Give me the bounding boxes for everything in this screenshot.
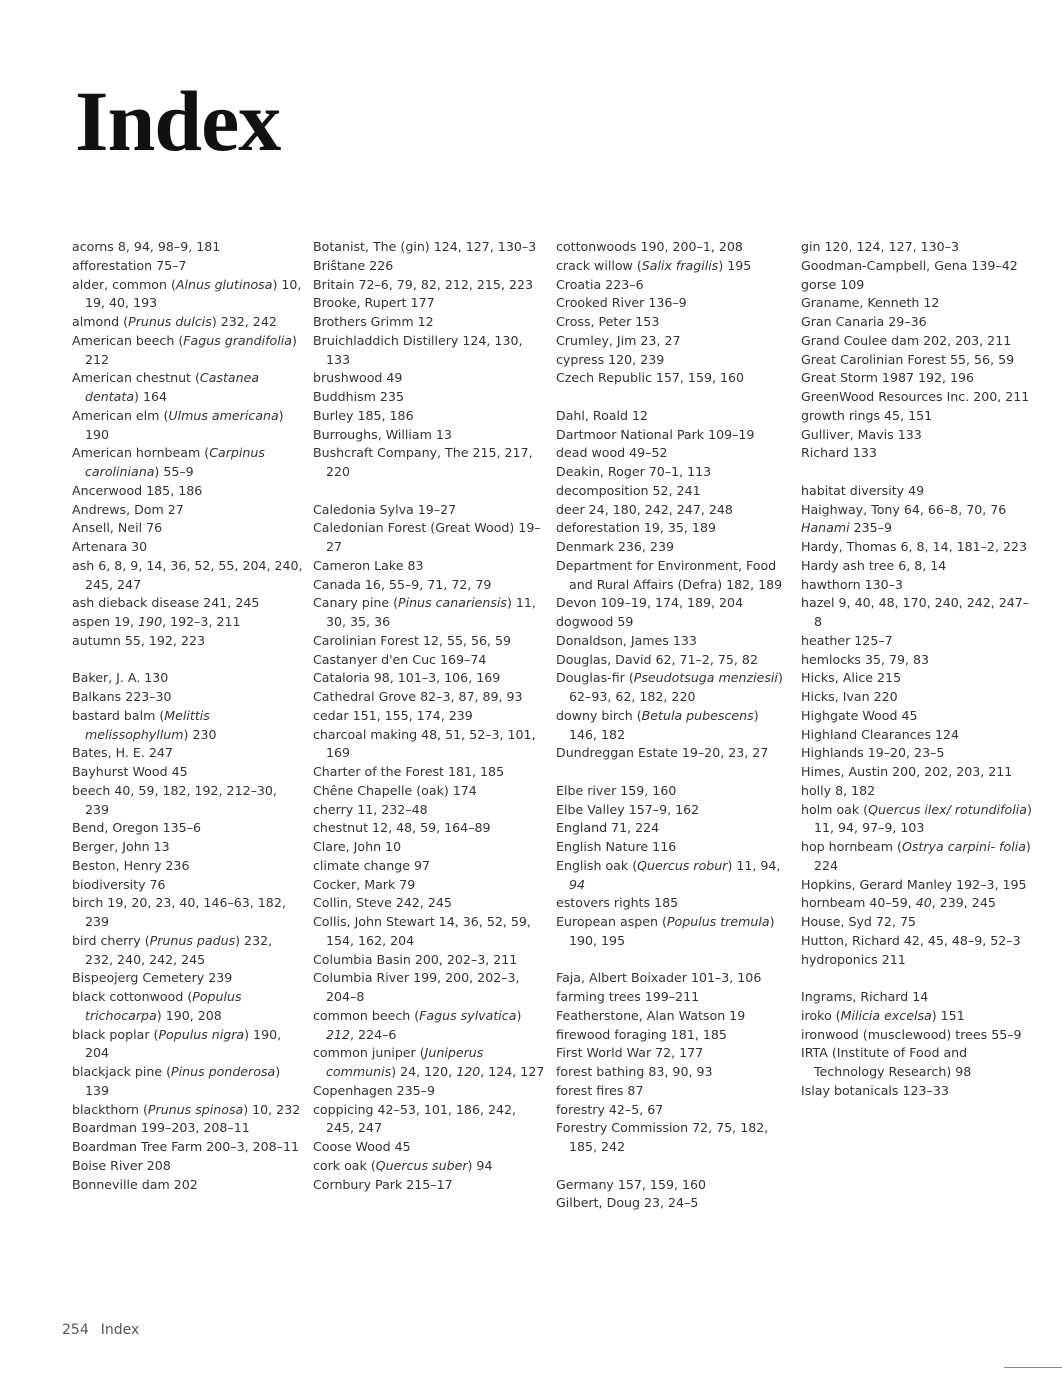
- index-entry: American elm (Ulmus americana) 190: [72, 407, 284, 442]
- index-entry: Devon 109–19, 174, 189, 204: [556, 595, 744, 611]
- index-entry: gorse 109: [801, 276, 865, 292]
- index-entry: Bruichladdich Distillery 124, 130, 133: [313, 332, 523, 367]
- index-entry: common juniper (Juniperus communis) 24, 120, 120, 124, 127: [313, 1045, 545, 1079]
- index-entry: Caledonia Sylva 19–27: [313, 501, 457, 517]
- index-entry: Graname, Kenneth 12: [801, 295, 940, 311]
- index-entry: Canary pine (Pinus canariensis) 11, 30, 35, 36: [313, 595, 536, 629]
- index-entry: Denmark 236, 239: [556, 539, 674, 554]
- index-entry: Islay botanicals 123–33: [801, 1082, 949, 1098]
- index-entry: farming trees 199–211: [556, 989, 700, 1004]
- index-entry: Bispeojerg Cemetery 239: [72, 970, 233, 986]
- index-letter-gap: [801, 463, 1033, 482]
- index-entry: Donaldson, James 133: [556, 632, 697, 648]
- index-entry: Clare, John 10: [313, 839, 402, 854]
- index-entry: aspen 19, 190, 192–3, 211: [72, 614, 241, 629]
- index-entry: cork oak (Quercus suber) 94: [313, 1157, 493, 1173]
- index-entry: Featherstone, Alan Watson 19: [556, 1007, 746, 1023]
- index-entry: almond (Prunus dulcis) 232, 242: [72, 314, 277, 329]
- index-column-4: [801, 238, 1033, 1101]
- index-entry: Gilbert, Doug 23, 24–5: [556, 1195, 699, 1211]
- index-entry: hemlocks 35, 79, 83: [801, 651, 930, 667]
- index-entry: English oak (Quercus robur) 11, 94, 94: [556, 857, 781, 892]
- index-entry: European aspen (Populus tremula) 190, 195: [556, 914, 775, 948]
- index-entry: dogwood 59: [556, 614, 634, 629]
- index-entry: Crooked River 136–9: [556, 295, 687, 311]
- index-letter-gap: [556, 951, 788, 970]
- index-entry: Columbia River 199, 200, 202–3, 204–8: [313, 970, 520, 1004]
- index-entry: Croatia 223–6: [556, 276, 644, 292]
- index-entry: Himes, Austin 200, 202, 203, 211: [801, 764, 1013, 779]
- index-entry: Faja, Albert Boixader 101–3, 106: [556, 970, 762, 986]
- index-entry: Artenara 30: [72, 539, 148, 554]
- index-entry: American chestnut (Castanea dentata) 164: [72, 370, 260, 404]
- index-entry: decomposition 52, 241: [556, 482, 701, 498]
- index-entry: blackthorn (Prunus spinosa) 10, 232: [72, 1101, 301, 1117]
- index-entry: American hornbeam (Carpinus caroliniana) 55–9: [72, 445, 265, 479]
- index-entry: Gran Canaria 29–36: [801, 314, 927, 329]
- index-entry: Burley 185, 186: [313, 407, 414, 423]
- index-entry: alder, common (Alnus glutinosa) 10, 19, 40, 193: [72, 276, 302, 311]
- index-entry: bird cherry (Prunus padus) 232, 232, 240, 242, 245: [72, 932, 273, 967]
- index-entry: common beech (Fagus sylvatica) 212, 224–6: [313, 1007, 522, 1042]
- index-entry: Castanyer d'en Cuc 169–74: [313, 651, 487, 667]
- index-entry: cherry 11, 232–48: [313, 801, 428, 817]
- index-entry: autumn 55, 192, 223: [72, 632, 205, 648]
- index-entry: Dahl, Roald 12: [556, 407, 649, 423]
- index-entry: House, Syd 72, 75: [801, 914, 916, 929]
- index-entry: Coose Wood 45: [313, 1139, 411, 1154]
- index-entry: forest bathing 83, 90, 93: [556, 1064, 713, 1079]
- index-entry: gin 120, 124, 127, 130–3: [801, 239, 959, 254]
- page-footer: [62, 1322, 139, 1338]
- index-entry: Balkans 223–30: [72, 689, 172, 704]
- index-entry: Great Carolinian Forest 55, 56, 59: [801, 351, 1015, 367]
- index-entry: Carolinian Forest 12, 55, 56, 59: [313, 632, 512, 648]
- index-entry: Britain 72–6, 79, 82, 212, 215, 223: [313, 276, 533, 292]
- index-entry: black poplar (Populus nigra) 190, 204: [72, 1026, 282, 1061]
- index-column-3: [556, 238, 788, 1213]
- index-entry: Hicks, Alice 215: [801, 670, 902, 686]
- index-entry: climate change 97: [313, 857, 430, 873]
- index-entry: England 71, 224: [556, 820, 660, 836]
- index-entry: acorns 8, 94, 98–9, 181: [72, 239, 221, 254]
- index-entry: Dartmoor National Park 109–19: [556, 426, 755, 442]
- index-entry: chestnut 12, 48, 59, 164–89: [313, 820, 491, 836]
- index-entry: iroko (Milicia excelsa) 151: [801, 1007, 965, 1023]
- index-entry: birch 19, 20, 23, 40, 146–63, 182, 239: [72, 895, 286, 929]
- index-entry: Andrews, Dom 27: [72, 501, 184, 517]
- index-entry: First World War 72, 177: [556, 1045, 704, 1061]
- index-letter-gap: [801, 969, 1033, 988]
- index-entry: Hanami 235–9: [801, 520, 893, 536]
- index-entry: Hopkins, Gerard Manley 192–3, 195: [801, 876, 1027, 892]
- index-entry: Brothers Grimm 12: [313, 314, 434, 329]
- index-entry: Canada 16, 55–9, 71, 72, 79: [313, 576, 492, 592]
- index-entry: Department for Environment, Food and Rural Affairs (Defra) 182, 189: [556, 557, 783, 592]
- index-entry: Haighway, Tony 64, 66–8, 70, 76: [801, 501, 1007, 517]
- index-entry: Collin, Steve 242, 245: [313, 895, 452, 911]
- index-entry: Columbia Basin 200, 202–3, 211: [313, 951, 518, 967]
- index-entry: Forestry Commission 72, 75, 182, 185, 242: [556, 1120, 769, 1154]
- index-entry: Hardy ash tree 6, 8, 14: [801, 557, 947, 573]
- index-entry: Bushcraft Company, The 215, 217, 220: [313, 445, 533, 479]
- index-entry: Chêne Chapelle (oak) 174: [313, 782, 477, 798]
- index-letter-gap: [72, 651, 304, 670]
- index-entry: Ingrams, Richard 14: [801, 989, 929, 1004]
- index-entry: Grand Coulee dam 202, 203, 211: [801, 332, 1012, 348]
- index-entry: Cameron Lake 83: [313, 557, 424, 573]
- index-entry: deforestation 19, 35, 189: [556, 520, 716, 536]
- index-entry: Great Storm 1987 192, 196: [801, 370, 975, 386]
- index-column-1: [72, 238, 304, 1194]
- index-entry: Bonneville dam 202: [72, 1176, 198, 1192]
- index-entry: Hutton, Richard 42, 45, 48–9, 52–3: [801, 932, 1021, 948]
- index-entry: Goodman-Campbell, Gena 139–42: [801, 257, 1018, 273]
- index-entry: heather 125–7: [801, 632, 893, 648]
- index-entry: dead wood 49–52: [556, 445, 668, 461]
- index-entry: ironwood (musclewood) trees 55–9: [801, 1026, 1022, 1042]
- index-entry: Cathedral Grove 82–3, 87, 89, 93: [313, 689, 523, 704]
- index-letter-gap: [313, 482, 545, 501]
- page-title: Index: [75, 73, 281, 169]
- index-entry: Czech Republic 157, 159, 160: [556, 370, 745, 386]
- index-entry: Baker, J. A. 130: [72, 670, 169, 686]
- index-entry: firewood foraging 181, 185: [556, 1026, 727, 1042]
- index-entry: Ancerwood 185, 186: [72, 482, 203, 498]
- index-entry: hornbeam 40–59, 40, 239, 245: [801, 895, 996, 911]
- index-entry: Douglas-fir (Pseudotsuga menziesii) 62–93, 62, 182, 220: [556, 670, 783, 704]
- index-entry: cottonwoods 190, 200–1, 208: [556, 239, 743, 254]
- index-entry: afforestation 75–7: [72, 257, 187, 273]
- index-entry: GreenWood Resources Inc. 200, 211: [801, 389, 1030, 404]
- running-footer-label: Index: [100, 1322, 140, 1338]
- index-entry: charcoal making 48, 51, 52–3, 101, 169: [313, 726, 536, 761]
- index-entry: Douglas, David 62, 71–2, 75, 82: [556, 651, 758, 667]
- index-entry: English Nature 116: [556, 839, 677, 854]
- index-entry: beech 40, 59, 182, 192, 212–30, 239: [72, 782, 277, 817]
- index-entry: deer 24, 180, 242, 247, 248: [556, 501, 733, 517]
- index-entry: Elbe river 159, 160: [556, 782, 677, 798]
- index-letter-gap: [556, 763, 788, 782]
- index-entry: Hicks, Ivan 220: [801, 689, 898, 704]
- index-entry: Elbe Valley 157–9, 162: [556, 801, 700, 817]
- index-entry: cedar 151, 155, 174, 239: [313, 707, 473, 723]
- index-letter-gap: [556, 1157, 788, 1176]
- index-entry: Brooke, Rupert 177: [313, 295, 435, 311]
- index-entry: habitat diversity 49: [801, 482, 925, 498]
- index-entry: Bates, H. E. 247: [72, 745, 173, 761]
- index-entry: coppicing 42–53, 101, 186, 242, 245, 247: [313, 1101, 517, 1136]
- index-entry: Cross, Peter 153: [556, 314, 660, 329]
- index-entry: brushwood 49: [313, 370, 403, 386]
- index-entry: Burroughs, William 13: [313, 426, 452, 442]
- index-entry: Charter of the Forest 181, 185: [313, 764, 505, 779]
- index-entry: growth rings 45, 151: [801, 407, 933, 423]
- index-entry: hawthorn 130–3: [801, 576, 903, 592]
- index-entry: holm oak (Quercus ilex/ rotundifolia) 11, 94, 97–9, 103: [801, 801, 1032, 836]
- index-entry: biodiversity 76: [72, 876, 166, 892]
- index-entry: blackjack pine (Pinus ponderosa) 139: [72, 1064, 281, 1098]
- index-entry: Germany 157, 159, 160: [556, 1176, 707, 1192]
- index-entry: Collis, John Stewart 14, 36, 52, 59, 154, 162, 204: [313, 914, 531, 948]
- index-entry: Copenhagen 235–9: [313, 1082, 435, 1098]
- index-entry: hydroponics 211: [801, 951, 906, 967]
- index-entry: Highgate Wood 45: [801, 707, 918, 723]
- index-entry: Caledonian Forest (Great Wood) 19–27: [313, 520, 541, 554]
- index-entry: hazel 9, 40, 48, 170, 240, 242, 247–8: [801, 595, 1030, 629]
- index-letter-gap: [556, 388, 788, 407]
- index-entry: black cottonwood (Populus trichocarpa) 190, 208: [72, 989, 242, 1023]
- index-entry: Bayhurst Wood 45: [72, 764, 188, 779]
- index-entry: Buddhism 235: [313, 389, 404, 404]
- index-entry: forest fires 87: [556, 1082, 644, 1098]
- index-entry: Boardman Tree Farm 200–3, 208–11: [72, 1139, 299, 1154]
- index-entry: Briŝtane 226: [313, 257, 394, 273]
- index-entry: Crumley, Jim 23, 27: [556, 332, 681, 348]
- index-column-2: [313, 238, 545, 1194]
- index-entry: crack willow (Salix fragilis) 195: [556, 257, 752, 273]
- index-entry: Botanist, The (gin) 124, 127, 130–3: [313, 239, 537, 254]
- index-entry: Berger, John 13: [72, 839, 170, 854]
- index-entry: Cataloria 98, 101–3, 106, 169: [313, 670, 501, 686]
- index-entry: estovers rights 185: [556, 895, 679, 911]
- index-entry: Deakin, Roger 70–1, 113: [556, 464, 712, 479]
- index-entry: Highland Clearances 124: [801, 726, 960, 742]
- page-number: 254: [62, 1322, 89, 1338]
- index-entry: ash dieback disease 241, 245: [72, 595, 260, 611]
- index-entry: hop hornbeam (Ostrya carpini- folia) 224: [801, 839, 1031, 873]
- index-entry: Gulliver, Mavis 133: [801, 426, 922, 442]
- index-entry: Dundreggan Estate 19–20, 23, 27: [556, 745, 769, 761]
- index-entry: Highlands 19–20, 23–5: [801, 745, 945, 761]
- index-entry: IRTA (Institute of Food and Technology Research) 98: [801, 1045, 972, 1079]
- index-entry: Hardy, Thomas 6, 8, 14, 181–2, 223: [801, 539, 1027, 554]
- index-entry: Ansell, Neil 76: [72, 520, 163, 536]
- index-entry: Cocker, Mark 79: [313, 876, 416, 892]
- index-entry: Bend, Oregon 135–6: [72, 820, 201, 836]
- index-entry: Beston, Henry 236: [72, 857, 190, 873]
- index-entry: bastard balm (Melittis melissophyllum) 230: [72, 707, 217, 742]
- index-entry: Cornbury Park 215–17: [313, 1176, 453, 1192]
- index-entry: downy birch (Betula pubescens) 146, 182: [556, 707, 759, 742]
- index-entry: forestry 42–5, 67: [556, 1101, 664, 1117]
- page-edge-mark: [1004, 1367, 1062, 1368]
- index-entry: Boise River 208: [72, 1157, 171, 1173]
- index-entry: Boardman 199–203, 208–11: [72, 1120, 250, 1136]
- index-entry: holly 8, 182: [801, 782, 876, 798]
- index-entry: American beech (Fagus grandifolia) 212: [72, 332, 297, 367]
- index-entry: cypress 120, 239: [556, 351, 665, 367]
- index-entry: ash 6, 8, 9, 14, 36, 52, 55, 204, 240, 245, 247: [72, 557, 303, 592]
- index-entry: Richard 133: [801, 445, 877, 461]
